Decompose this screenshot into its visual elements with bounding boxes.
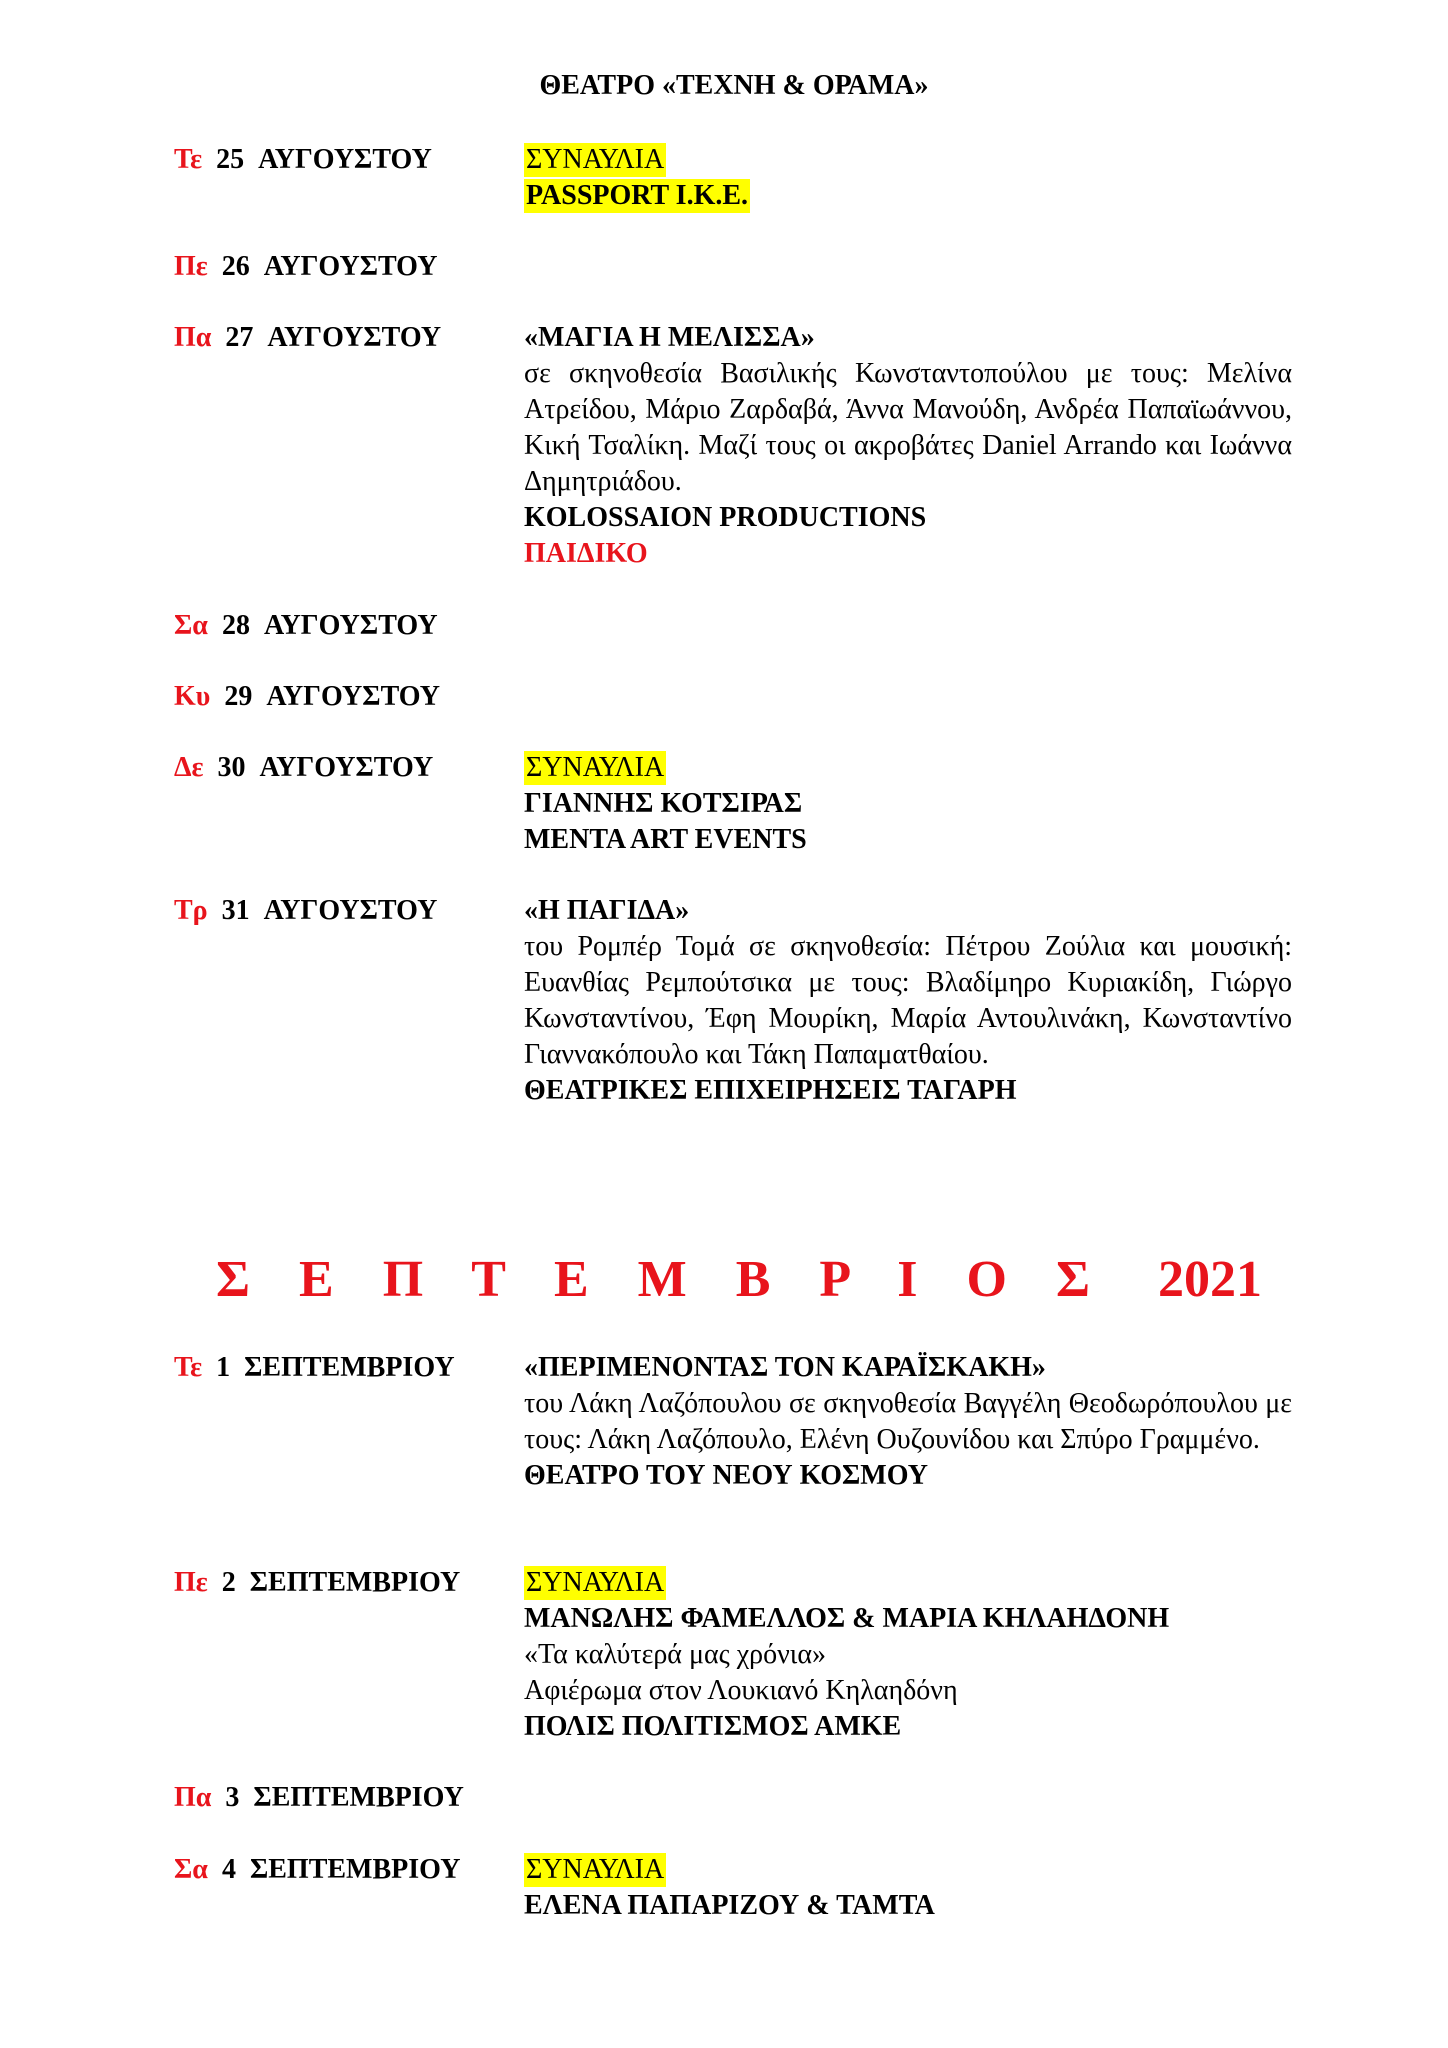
entry-date	[174, 1780, 514, 1816]
entry-content	[524, 750, 1292, 858]
entry-producer: ΘΕΑΤΡΟ ΤΟΥ ΝΕΟΥ ΚΟΣΜΟΥ	[524, 1460, 928, 1491]
entry-date	[174, 608, 514, 644]
entry-day-number: 29	[224, 681, 253, 712]
entry-subtitle: «Τα καλύτερά μας χρόνια»	[524, 1639, 826, 1670]
month-name: Σ Ε Π Τ Ε Μ Β Ρ Ι Ο Σ	[216, 1251, 1108, 1308]
entry-day-number: 31	[221, 895, 250, 926]
entry-date	[174, 1852, 514, 1888]
entry-description: Αφιέρωμα στον Λουκιανό Κηλαηδόνη	[524, 1675, 958, 1706]
concert-tag: ΣΥΝΑΥΛΙΑ	[526, 1567, 665, 1598]
entry-weekday: Τρ	[174, 895, 208, 926]
entry-month: ΣΕΠΤΕΜΒΡΙΟΥ	[249, 1854, 461, 1885]
entry-month: ΑΥΓΟΥΣΤΟΥ	[263, 895, 438, 926]
entry-description: του Λάκη Λαζόπουλου σε σκηνοθεσία Βαγγέλη Θεοδωρόπουλου με τους: Λάκη Λαζόπουλο, Ελένη Ουζουνίδου και Σπύρο Γραμμένο.	[524, 1388, 1292, 1455]
concert-tag: ΣΥΝΑΥΛΙΑ	[526, 1854, 665, 1885]
concert-tag: ΣΥΝΑΥΛΙΑ	[526, 144, 665, 175]
entry-date	[174, 679, 514, 715]
entry-day-number: 1	[216, 1352, 231, 1383]
entry-day-number: 2	[221, 1567, 236, 1598]
entry-day-number: 4	[221, 1854, 236, 1885]
entry-month: ΑΥΓΟΥΣΤΟΥ	[263, 610, 438, 641]
entry-date	[174, 893, 514, 929]
entry-title: ΓΙΑΝΝΗΣ ΚΟΤΣΙΡΑΣ	[524, 788, 803, 819]
entry-weekday: Κυ	[174, 681, 211, 712]
entry-date	[174, 1565, 514, 1601]
month-heading	[0, 1250, 1448, 1309]
entry-month: ΣΕΠΤΕΜΒΡΙΟΥ	[249, 1567, 461, 1598]
entry-date	[174, 142, 514, 178]
entry-date	[174, 320, 514, 356]
entry-day-number: 28	[221, 610, 250, 641]
entry-content	[524, 1565, 1292, 1745]
entry-title: «ΠΕΡΙΜΕΝΟΝΤΑΣ ΤΟΝ ΚΑΡΑΪΣΚΑΚΗ»	[524, 1352, 1046, 1383]
entry-producer: ΠΟΛΙΣ ΠΟΛΙΤΙΣΜΟΣ ΑΜΚΕ	[524, 1711, 902, 1742]
entry-day-number: 3	[225, 1782, 240, 1813]
entry-note: ΠΑΙΔΙΚΟ	[524, 538, 648, 569]
concert-tag: ΣΥΝΑΥΛΙΑ	[526, 752, 665, 783]
entry-weekday: Σα	[174, 610, 208, 641]
entry-title: ΕΛΕΝΑ ΠΑΠΑΡΙΖΟΥ & ΤΑΜΤΑ	[524, 1890, 935, 1921]
entry-producer: ΘΕΑΤΡΙΚΕΣ ΕΠΙΧΕΙΡΗΣΕΙΣ ΤΑΓΑΡΗ	[524, 1075, 1017, 1106]
entry-day-number: 27	[225, 322, 254, 353]
entry-date	[174, 750, 514, 786]
entry-month: ΑΥΓΟΥΣΤΟΥ	[259, 752, 434, 783]
entry-month: ΑΥΓΟΥΣΤΟΥ	[267, 322, 442, 353]
entry-title: PASSPORT I.K.E.	[526, 180, 749, 211]
month-year: 2021	[1157, 1251, 1262, 1308]
entry-weekday: Πα	[174, 322, 212, 353]
entry-title: «ΜΑΓΙΑ Η ΜΕΛΙΣΣΑ»	[524, 322, 815, 353]
entry-day-number: 30	[217, 752, 246, 783]
entry-weekday: Πα	[174, 1782, 212, 1813]
entry-weekday: Πε	[174, 1567, 208, 1598]
entry-weekday: Πε	[174, 251, 208, 282]
entry-title: ΜΑΝΩΛΗΣ ΦΑΜΕΛΛΟΣ & ΜΑΡΙΑ ΚΗΛΑΗΔΟΝΗ	[524, 1603, 1170, 1634]
entry-day-number: 26	[221, 251, 250, 282]
entry-weekday: Σα	[174, 1854, 208, 1885]
entry-month: ΣΕΠΤΕΜΒΡΙΟΥ	[244, 1352, 455, 1383]
entry-content	[524, 893, 1292, 1109]
entry-date	[174, 1350, 514, 1386]
entry-content	[524, 1350, 1292, 1494]
theatre-title: ΘΕΑΤΡΟ «ΤΕΧΝΗ & ΟΡΑΜΑ»	[539, 70, 929, 101]
entry-description: σε σκηνοθεσία Βασιλικής Κωνσταντοπούλου με τους: Μελίνα Ατρείδου, Μάριο Ζαρδαβά, Άννα Μανούδη, Ανδρέα Παπαϊωάννου, Κική Τσαλίκη. Μαζί τους οι ακροβάτες Daniel Arrando και Ιωάννα Δημητριάδου.	[524, 358, 1292, 497]
entry-content	[524, 142, 1292, 214]
entry-day-number: 25	[216, 144, 245, 175]
entry-description: του Ρομπέρ Τομά σε σκηνοθεσία: Πέτρου Ζούλια και μουσική: Ευανθίας Ρεμπούτσικα με τους: Βλαδίμηρο Κυριακίδη, Γιώργο Κωνσταντίνου, Έφη Μουρίκη, Μαρία Αντουλινάκη, Κωνσταντίνο Γιαννακόπουλο και Τάκη Παπαματθαίου.	[524, 931, 1292, 1070]
entry-title: «Η ΠΑΓΙΔΑ»	[524, 895, 690, 926]
entry-weekday: Τε	[174, 144, 203, 175]
entry-producer: KOLOSSAION PRODUCTIONS	[524, 502, 927, 533]
entry-month: ΑΥΓΟΥΣΤΟΥ	[258, 144, 432, 175]
entry-producer: MENTA ART EVENTS	[524, 824, 807, 855]
entry-content	[524, 320, 1292, 572]
entry-month: ΑΥΓΟΥΣΤΟΥ	[263, 251, 438, 282]
entry-month: ΑΥΓΟΥΣΤΟΥ	[266, 681, 441, 712]
entry-month: ΣΕΠΤΕΜΒΡΙΟΥ	[253, 1782, 464, 1813]
entry-weekday: Τε	[174, 1352, 203, 1383]
entry-content	[524, 1852, 1292, 1924]
entry-date	[174, 249, 514, 285]
entry-weekday: Δε	[174, 752, 204, 783]
